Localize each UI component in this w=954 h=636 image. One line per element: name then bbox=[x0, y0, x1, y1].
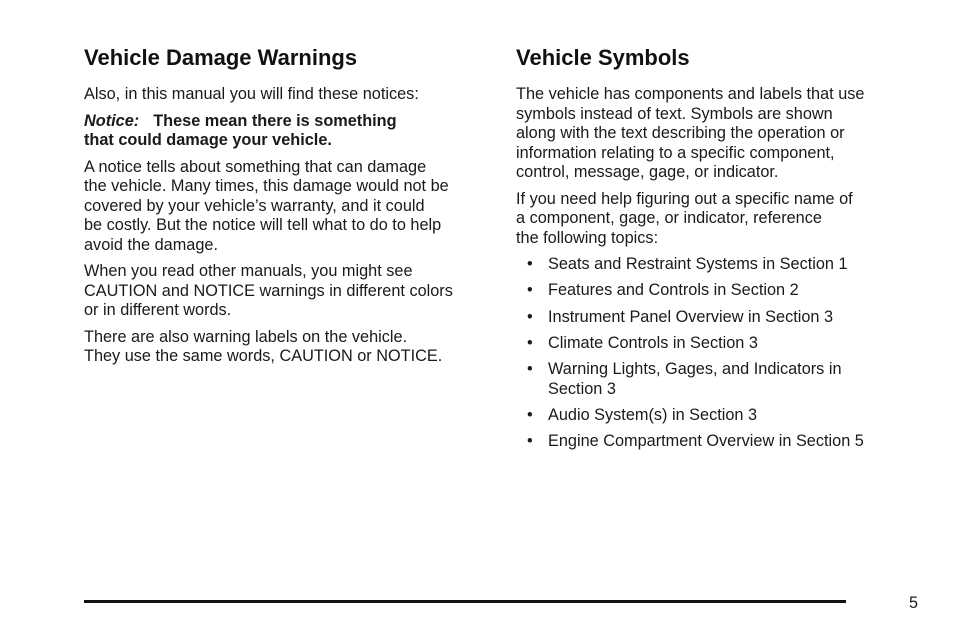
topic-text: Engine Compartment Overview in Section 5 bbox=[548, 432, 864, 451]
bullet-icon: • bbox=[527, 432, 533, 451]
notice-line-1: These mean there is something bbox=[153, 111, 397, 130]
bullet-icon: • bbox=[527, 405, 533, 424]
notice-block bbox=[84, 112, 494, 151]
notice-line-2: that could damage your vehicle. bbox=[84, 131, 332, 149]
list-item bbox=[516, 334, 916, 354]
bullet-icon: • bbox=[527, 333, 533, 352]
topic-text: Climate Controls in Section 3 bbox=[548, 333, 758, 352]
topic-text: Seats and Restraint Systems in Section 1 bbox=[548, 255, 848, 273]
paragraph-line: information relating to a specific component, bbox=[516, 143, 835, 162]
paragraph-notice-explanation bbox=[84, 158, 494, 256]
bullet-icon: • bbox=[527, 360, 533, 379]
list-item bbox=[516, 308, 916, 328]
topic-text-continued: Section 3 bbox=[548, 379, 616, 398]
paragraph-line: along with the text describing the operation or bbox=[516, 124, 845, 142]
paragraph-help-topics bbox=[516, 190, 916, 249]
section-heading-damage-warnings: Vehicle Damage Warnings bbox=[84, 45, 358, 70]
paragraph-line: avoid the damage. bbox=[84, 235, 218, 254]
paragraph-line: The vehicle has components and labels that use bbox=[516, 85, 865, 103]
paragraph-line: When you read other manuals, you might see bbox=[84, 262, 413, 280]
topic-text: Instrument Panel Overview in Section 3 bbox=[548, 307, 834, 326]
paragraph-line: There are also warning labels on the vehicle. bbox=[84, 327, 408, 346]
list-item bbox=[516, 255, 916, 275]
notice-label: Notice: bbox=[84, 111, 140, 130]
list-item bbox=[516, 281, 916, 301]
paragraph-line: If you need help figuring out a specific name of bbox=[516, 189, 853, 208]
bullet-icon: • bbox=[527, 281, 533, 300]
section-heading-vehicle-symbols: Vehicle Symbols bbox=[516, 45, 690, 70]
intro-text: Also, in this manual you will find these notices: bbox=[84, 85, 419, 103]
paragraph-line: or in different words. bbox=[84, 301, 232, 319]
list-item bbox=[516, 432, 916, 452]
topics-list bbox=[516, 255, 916, 452]
paragraph-line: control, message, gage, or indicator. bbox=[516, 163, 779, 181]
paragraph-line: A notice tells about something that can damage bbox=[84, 157, 427, 176]
paragraph-symbols-intro bbox=[516, 85, 916, 183]
right-column bbox=[516, 44, 916, 459]
paragraph-line: CAUTION and NOTICE warnings in different colors bbox=[84, 281, 453, 300]
list-item bbox=[516, 360, 916, 399]
paragraph-line: symbols instead of text. Symbols are shown bbox=[516, 104, 833, 123]
paragraph-other-manuals bbox=[84, 262, 494, 321]
paragraph-line: be costly. But the notice will tell what to do to help bbox=[84, 216, 442, 234]
page-number: 5 bbox=[908, 594, 918, 612]
paragraph-line: covered by your vehicle’s warranty, and it could bbox=[84, 196, 425, 215]
list-item bbox=[516, 406, 916, 426]
topic-text: Features and Controls in Section 2 bbox=[548, 281, 799, 300]
left-column bbox=[84, 44, 494, 374]
bullet-icon: • bbox=[527, 307, 533, 326]
paragraph-warning-labels bbox=[84, 328, 494, 367]
paragraph-line: the following topics: bbox=[516, 228, 659, 247]
paragraph-line: the vehicle. Many times, this damage would not be bbox=[84, 177, 449, 195]
bullet-icon: • bbox=[527, 255, 533, 273]
topic-text: Audio System(s) in Section 3 bbox=[548, 405, 758, 424]
paragraph-line: They use the same words, CAUTION or NOTICE. bbox=[84, 347, 443, 365]
paragraph-line: a component, gage, or indicator, reference bbox=[516, 209, 822, 227]
footer-rule bbox=[84, 600, 846, 603]
topic-text: Warning Lights, Gages, and Indicators in bbox=[548, 360, 842, 379]
